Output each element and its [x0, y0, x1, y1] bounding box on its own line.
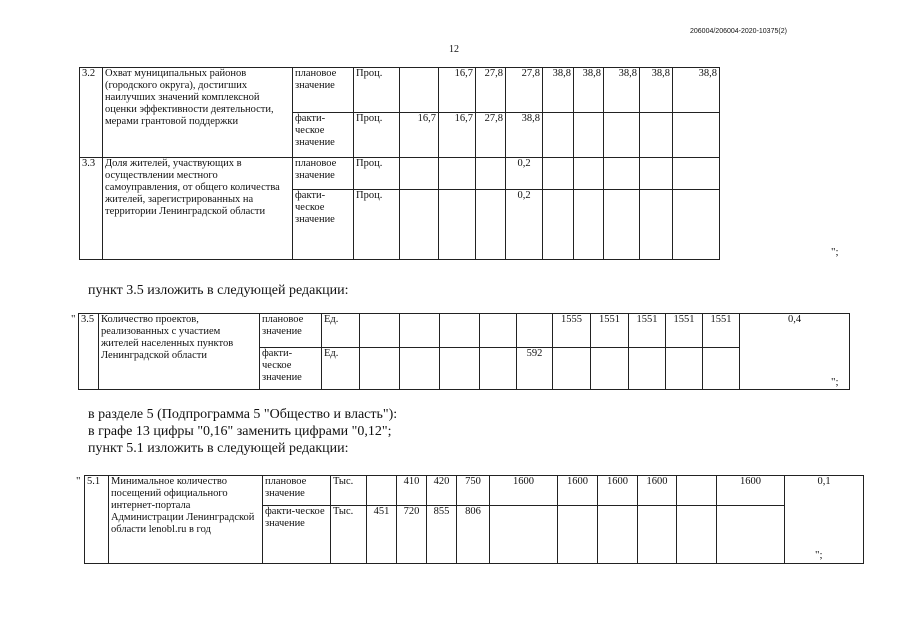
value-cell: 1551 — [629, 314, 666, 348]
table-row — [79, 314, 850, 348]
value-cell — [543, 190, 574, 260]
value-cell: 1551 — [591, 314, 629, 348]
value-cell: 420 — [427, 476, 457, 506]
value-cell — [640, 190, 673, 260]
value-cell — [400, 68, 439, 113]
row-number: 5.1 — [85, 476, 109, 564]
value-type: плановое значение — [293, 158, 354, 190]
closing-quote: "; — [831, 376, 839, 388]
value-cell: 16,7 — [439, 113, 476, 158]
value-cell: 27,8 — [476, 68, 506, 113]
value-cell: 16,7 — [439, 68, 476, 113]
indicators-table-5-1 — [84, 475, 864, 564]
value-cell — [666, 348, 703, 390]
paragraph: в графе 13 цифры "0,16" заменить цифрами "0,12"; — [88, 424, 392, 439]
value-type: плановое значение — [293, 68, 354, 113]
value-cell — [553, 348, 591, 390]
value-cell — [440, 348, 480, 390]
value-cell — [439, 158, 476, 190]
row-number: 3.5 — [79, 314, 99, 390]
value-cell — [517, 314, 553, 348]
value-cell: 1600 — [490, 476, 558, 506]
value-cell — [604, 113, 640, 158]
indicators-table-3-5 — [78, 313, 850, 390]
value-cell — [360, 314, 400, 348]
unit: Тыс. — [331, 476, 367, 506]
value-cell — [640, 113, 673, 158]
weight-cell: 0,4 — [740, 314, 850, 390]
table-row — [85, 476, 864, 506]
value-cell — [574, 190, 604, 260]
value-cell: 38,8 — [506, 113, 543, 158]
value-cell — [604, 190, 640, 260]
value-cell — [400, 348, 440, 390]
value-cell — [490, 506, 558, 564]
page-number: 12 — [449, 44, 459, 55]
value-cell — [543, 113, 574, 158]
indicator-name: Охват муниципальных районов (городского округа), достигших наилучших значений комплексной оценки эффективности деятельности, мерами грантовой поддержки — [103, 68, 293, 158]
value-cell — [629, 348, 666, 390]
value-cell: 720 — [397, 506, 427, 564]
value-cell: 38,8 — [604, 68, 640, 113]
value-cell — [673, 158, 720, 190]
value-cell: 806 — [457, 506, 490, 564]
unit: Проц. — [354, 113, 400, 158]
unit: Проц. — [354, 190, 400, 260]
value-cell — [439, 190, 476, 260]
value-cell: 16,7 — [400, 113, 439, 158]
value-type: факти-ческое значение — [260, 348, 322, 390]
value-cell — [574, 158, 604, 190]
value-cell — [598, 506, 638, 564]
value-cell — [476, 190, 506, 260]
value-cell: 855 — [427, 506, 457, 564]
value-cell: 38,8 — [673, 68, 720, 113]
value-cell: 592 — [517, 348, 553, 390]
value-cell — [543, 158, 574, 190]
paragraph: пункт 3.5 изложить в следующей редакции: — [88, 283, 349, 298]
paragraph: пункт 5.1 изложить в следующей редакции: — [88, 441, 349, 456]
document-id: 206004/206004-2020-10375(2) — [690, 28, 787, 35]
value-cell: 27,8 — [476, 113, 506, 158]
value-type: факти-ческое значение — [293, 113, 354, 158]
value-cell: 38,8 — [574, 68, 604, 113]
indicator-name: Количество проектов, реализованных с участием жителей населенных пунктов Ленинградской области — [99, 314, 260, 390]
unit: Проц. — [354, 158, 400, 190]
value-cell: 451 — [367, 506, 397, 564]
value-cell — [400, 314, 440, 348]
value-cell — [604, 158, 640, 190]
value-cell — [677, 476, 717, 506]
value-cell: 0,2 — [506, 190, 543, 260]
indicator-name: Минимальное количество посещений официального интернет-портала Администрации Ленинградской области lenobl.ru в год — [109, 476, 263, 564]
value-cell — [591, 348, 629, 390]
indicators-table-3 — [79, 67, 720, 260]
value-cell — [717, 506, 785, 564]
value-cell: 27,8 — [506, 68, 543, 113]
value-cell — [638, 506, 677, 564]
value-cell — [476, 158, 506, 190]
closing-quote: "; — [815, 549, 823, 561]
unit: Ед. — [322, 314, 360, 348]
unit: Проц. — [354, 68, 400, 113]
value-cell — [677, 506, 717, 564]
table-row — [80, 158, 720, 190]
value-type: факти-ческое значение — [293, 190, 354, 260]
value-cell — [574, 113, 604, 158]
value-cell — [367, 476, 397, 506]
row-number: 3.3 — [80, 158, 103, 260]
value-cell — [640, 158, 673, 190]
value-cell — [360, 348, 400, 390]
value-cell — [673, 190, 720, 260]
value-cell — [400, 158, 439, 190]
value-cell: 1600 — [558, 476, 598, 506]
table-row — [80, 68, 720, 113]
value-cell — [480, 314, 517, 348]
value-cell: 1600 — [638, 476, 677, 506]
weight-cell: 0,1 — [785, 476, 864, 564]
value-cell — [558, 506, 598, 564]
value-cell: 38,8 — [543, 68, 574, 113]
value-cell: 1555 — [553, 314, 591, 348]
value-cell — [400, 190, 439, 260]
value-cell: 410 — [397, 476, 427, 506]
opening-quote: " — [71, 313, 76, 325]
row-number: 3.2 — [80, 68, 103, 158]
value-cell: 1600 — [598, 476, 638, 506]
value-type: плановое значение — [260, 314, 322, 348]
value-cell: 0,2 — [506, 158, 543, 190]
unit: Тыс. — [331, 506, 367, 564]
paragraph: в разделе 5 (Подпрограмма 5 "Общество и власть"): — [88, 407, 398, 422]
value-cell: 38,8 — [640, 68, 673, 113]
value-cell: 1600 — [717, 476, 785, 506]
value-type: факти-ческое значение — [263, 506, 331, 564]
indicator-name: Доля жителей, участвующих в осуществлении местного самоуправления, от общего количества жителей, зарегистрированных на территории Ленинградской области — [103, 158, 293, 260]
value-cell: 1551 — [703, 314, 740, 348]
closing-quote: "; — [831, 246, 839, 258]
value-cell: 750 — [457, 476, 490, 506]
value-cell — [480, 348, 517, 390]
value-type: плановое значение — [263, 476, 331, 506]
value-cell — [440, 314, 480, 348]
opening-quote: " — [76, 475, 81, 487]
value-cell — [673, 113, 720, 158]
value-cell: 1551 — [666, 314, 703, 348]
unit: Ед. — [322, 348, 360, 390]
value-cell — [703, 348, 740, 390]
